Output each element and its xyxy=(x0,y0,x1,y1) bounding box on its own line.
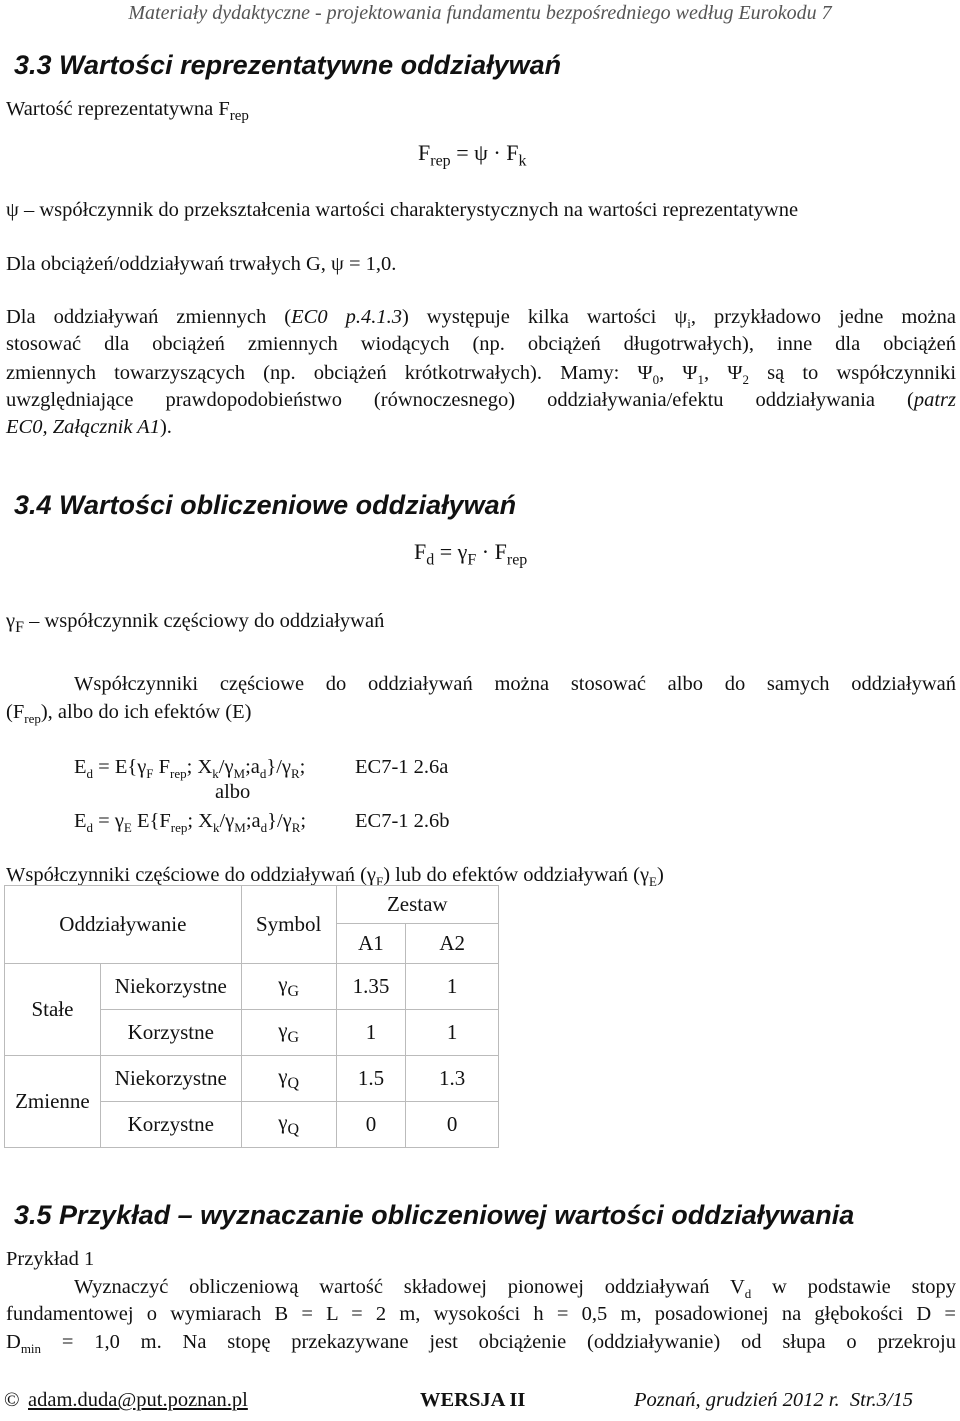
a2-cell: 0 xyxy=(406,1102,499,1148)
partial-factors-table xyxy=(4,885,499,1148)
example-label: Przykład 1 xyxy=(6,1248,95,1270)
psi-definition: ψ – współczynnik do przekształcenia wartości charakterystycznych na wartości reprezentatywne xyxy=(6,199,799,221)
header-set: Zestaw xyxy=(336,886,498,924)
gamma-definition: $\gamma_F$ – współczynnik częściowy do oddziaływań xyxy=(6,610,385,637)
variable-loads-line-3: zmiennych towarzyszących (np. obciążeń krótkotrwałych). Mamy: $\Psi_0$, $\Psi_1$, $\Psi_2$ są to współczynniki xyxy=(6,362,957,388)
symbol-cell: $\gamma_Q$ xyxy=(241,1056,336,1102)
effect-cell: Niekorzystne xyxy=(100,1056,241,1102)
header-action: Oddziaływanie xyxy=(5,886,242,964)
group-variable: Zmienne xyxy=(5,1056,101,1148)
formula-or: albo xyxy=(215,781,251,803)
table-caption: Współczynniki częściowe do oddziaływań $(\gamma_F)$ lub do efektów oddziaływań $(\gamma_E)$ xyxy=(6,864,664,890)
section-3-4-heading: 3.4 Wartości obliczeniowe oddziaływań xyxy=(14,490,517,520)
permanent-loads-text: Dla obciążeń/oddziaływań trwałych G, ψ = 1,0. xyxy=(6,253,397,275)
table-row xyxy=(5,964,499,1010)
footer-version: WERSJA II xyxy=(420,1389,526,1411)
a2-cell: 1 xyxy=(406,964,499,1010)
a1-cell: 1.35 xyxy=(336,964,406,1010)
a2-cell: 1.3 xyxy=(406,1056,499,1102)
a1-cell: 0 xyxy=(336,1102,406,1148)
symbol-cell: $\gamma_G$ xyxy=(241,1010,336,1056)
table-row xyxy=(5,1056,499,1102)
footer-email-link[interactable]: adam.duda@put.poznan.pl xyxy=(28,1389,248,1411)
example-line-3: $D_{min} = 1,0$ m. Na stopę przekazywane jest obciążenie (oddziaływanie) od słupa o przekroju xyxy=(6,1331,956,1357)
variable-loads-line-1: Dla oddziaływań zmiennych (EC0 p.4.1.3) występuje kilka wartości $\psi_i$, przykładowo jedne można xyxy=(6,306,957,332)
partial-factors-line-2: $(F_{rep})$, albo do ich efektów (E) xyxy=(6,701,252,727)
design-equation: $F_d = \gamma_F \cdot F_{rep}$ xyxy=(414,539,528,569)
effect-cell: Korzystne xyxy=(100,1010,241,1056)
formula-2-6b-ref: EC7-1 2.6b xyxy=(355,810,450,832)
header-a2: A2 xyxy=(406,924,499,964)
page-header: Materiały dydaktyczne - projektowania fundamentu bezpośredniego według Eurokodu 7 xyxy=(128,2,832,24)
a1-cell: 1 xyxy=(336,1010,406,1056)
variable-loads-line-2: stosować dla obciążeń zmiennych wiodących (np. obciążeń długotrwałych), inne dla obciążeń xyxy=(6,333,956,355)
variable-loads-line-4: uwzględniające prawdopodobieństwo (równoczesnego) oddziaływania/efektu oddziaływania (patrz xyxy=(6,389,956,411)
formula-2-6a-ref: EC7-1 2.6a xyxy=(355,756,449,778)
header-a1: A1 xyxy=(336,924,406,964)
representative-value-intro: Wartość reprezentatywna $F_{rep}$ xyxy=(6,98,249,125)
group-permanent: Stałe xyxy=(5,964,101,1056)
a1-cell: 1.5 xyxy=(336,1056,406,1102)
a2-cell: 1 xyxy=(406,1010,499,1056)
footer-place-page: Poznań, grudzień 2012 r. Str.3/15 xyxy=(634,1389,914,1411)
header-symbol: Symbol xyxy=(241,886,336,964)
footer-copyright: © xyxy=(4,1389,20,1411)
symbol-cell: $\gamma_Q$ xyxy=(241,1102,336,1148)
effect-cell: Korzystne xyxy=(100,1102,241,1148)
formula-2-6a: $E_d = E\{\gamma_F$ $F_{rep}$; $X_k/\gamma_M;a_d\}/\gamma_R$; xyxy=(74,756,306,782)
section-3-3-heading: 3.3 Wartości reprezentatywne oddziaływań xyxy=(14,50,562,80)
formula-2-6b: $E_d = \gamma_E$ $E\{F_{rep}$; $X_k/\gamma_M;a_d\}/\gamma_R$; xyxy=(74,810,307,836)
example-line-2: fundamentowej o wymiarach B = L = 2 m, wysokości h = 0,5 m, posadowionej na głębokości D = xyxy=(6,1303,956,1325)
variable-loads-line-5: EC0, Załącznik A1). xyxy=(6,416,172,438)
effect-cell: Niekorzystne xyxy=(100,964,241,1010)
representative-equation: $F_{rep} = \psi \cdot F_k$ xyxy=(418,140,527,170)
symbol-cell: $\gamma_G$ xyxy=(241,964,336,1010)
example-line-1: Wyznaczyć obliczeniową wartość składowej pionowej oddziaływań $V_d$ w podstawie stopy xyxy=(74,1276,956,1302)
section-3-5-heading: 3.5 Przykład – wyznaczanie obliczeniowej wartości oddziaływania xyxy=(14,1200,855,1230)
partial-factors-line-1: Współczynniki częściowe do oddziaływań można stosować albo do samych oddziaływań xyxy=(74,673,956,695)
